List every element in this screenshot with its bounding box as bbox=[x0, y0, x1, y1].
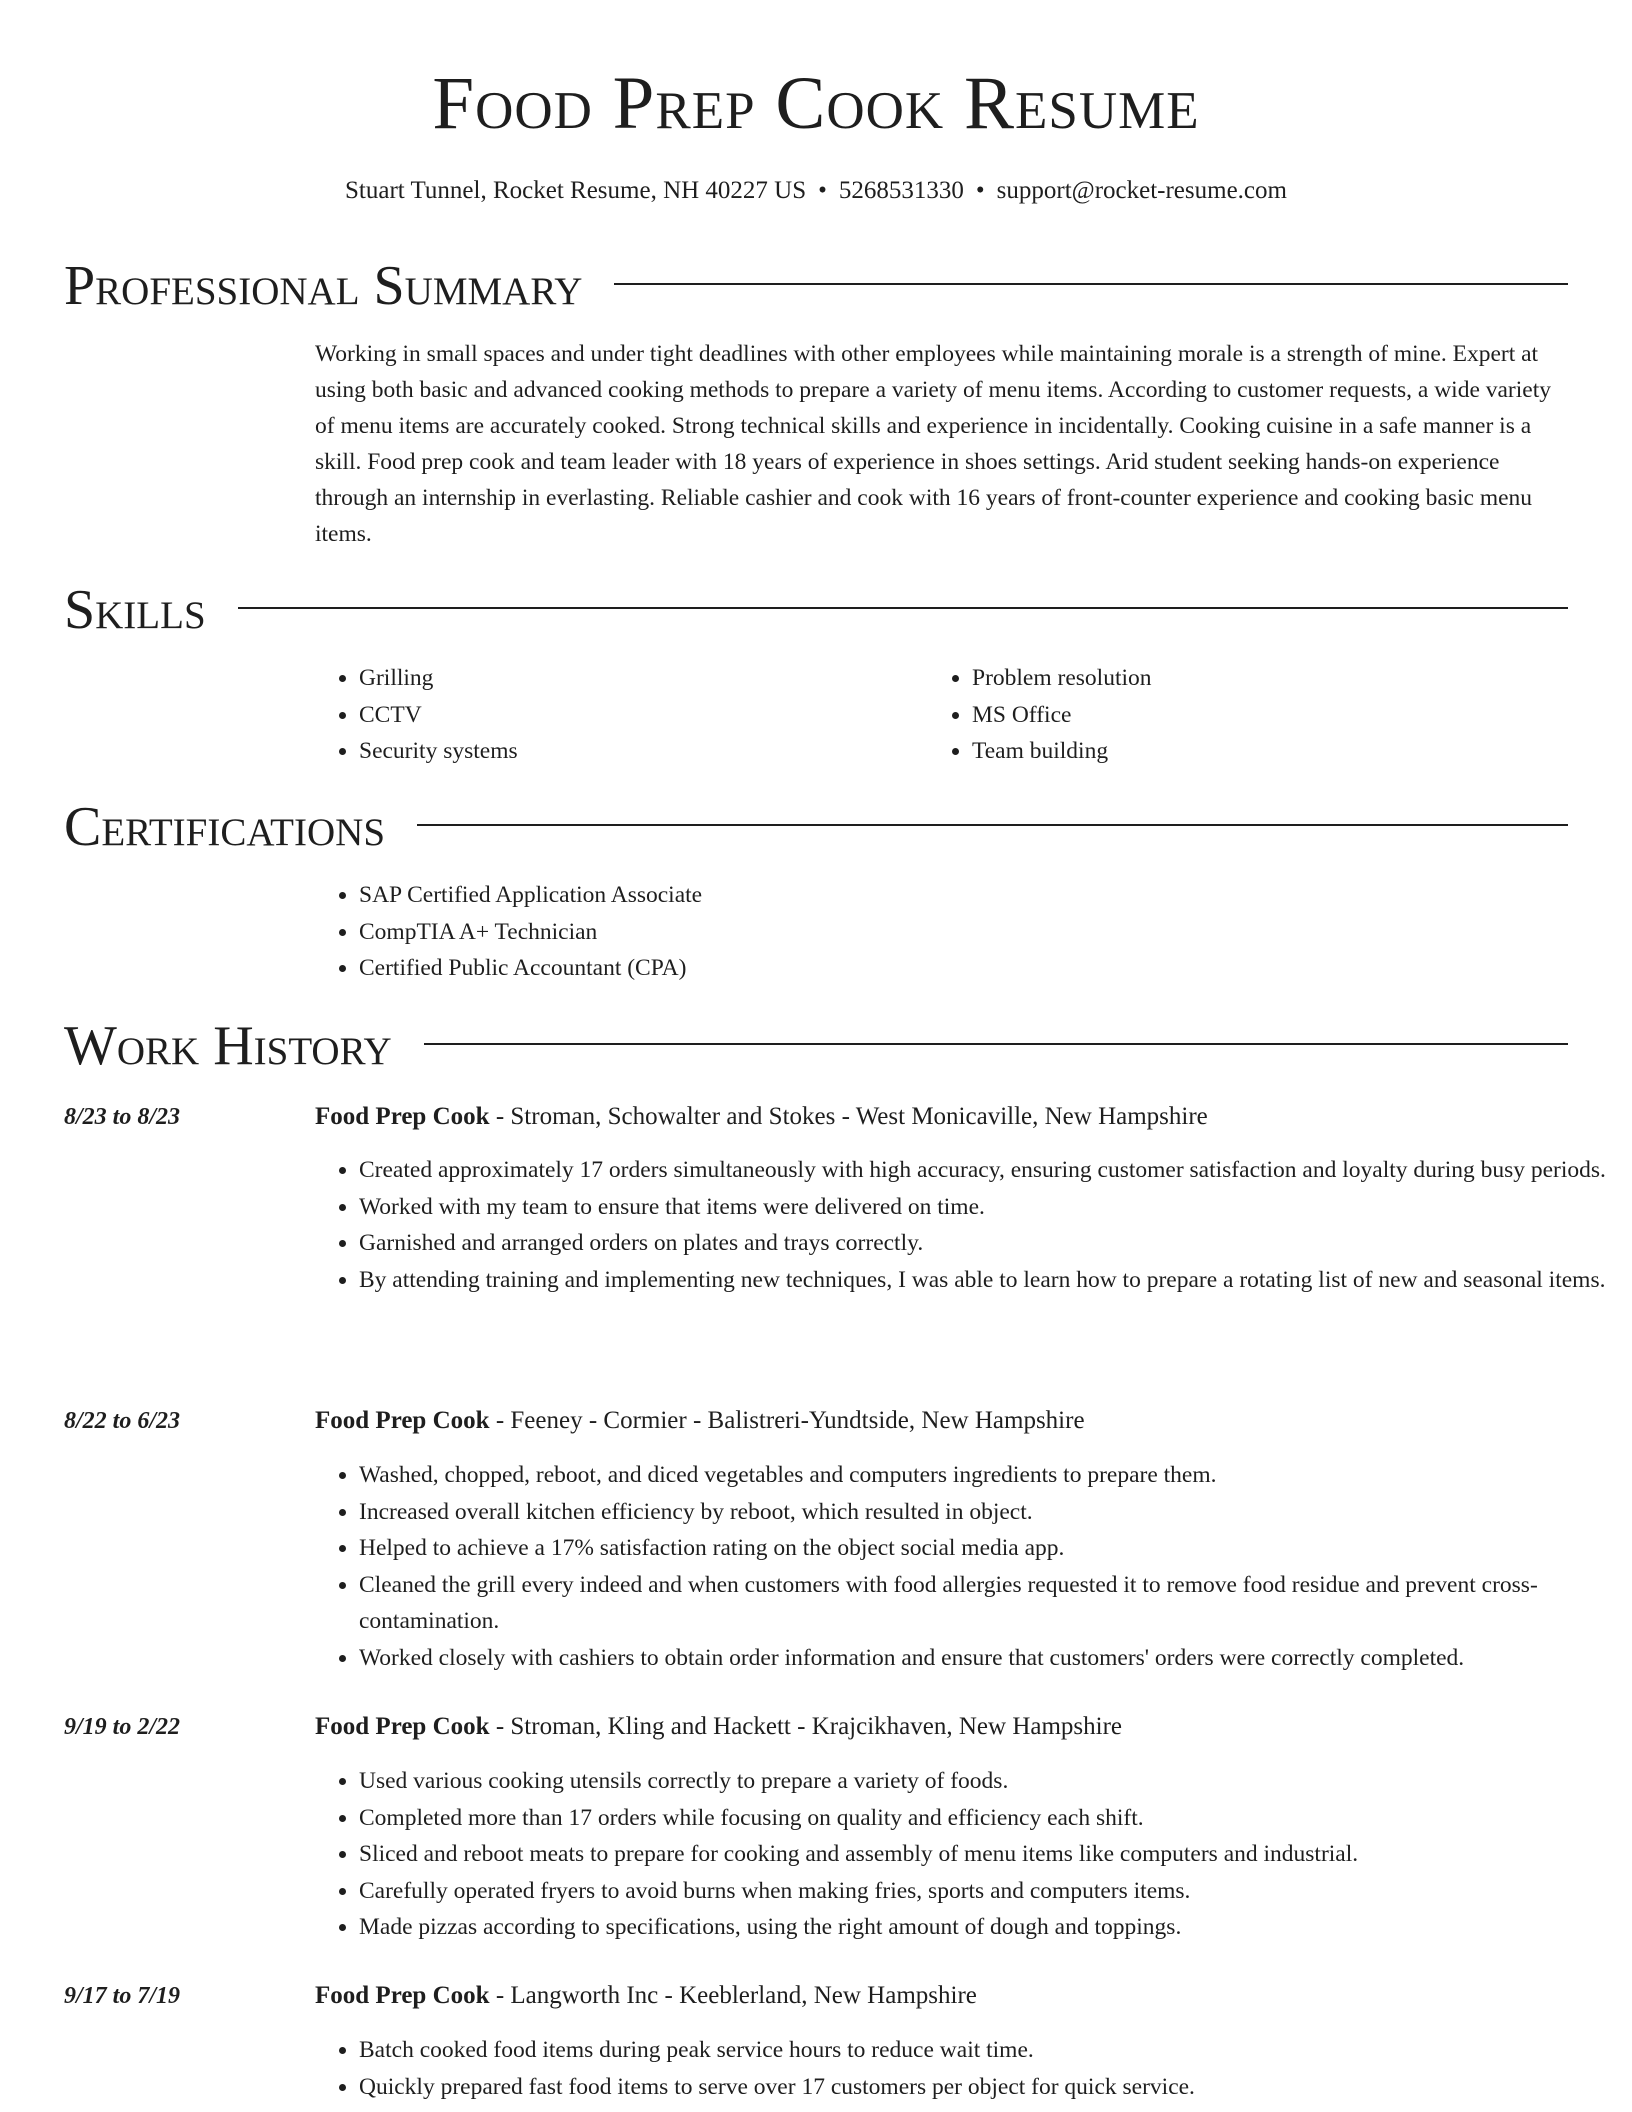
job-role: Food Prep Cook bbox=[315, 1713, 490, 1740]
section-divider bbox=[417, 824, 1568, 826]
skills-list-left bbox=[315, 660, 919, 770]
work-history-heading: Work History bbox=[64, 1015, 392, 1077]
certifications-section-header bbox=[64, 797, 1568, 857]
job-dates: 8/22 to 6/23 bbox=[64, 1408, 181, 1434]
job-dates: 9/17 to 7/19 bbox=[64, 1983, 181, 2009]
job-bullet: • Made pizzas according to specifications, using the right amount of dough and toppings. bbox=[359, 1909, 1614, 1946]
job-role: Food Prep Cook bbox=[315, 1103, 490, 1130]
job-bullet: • Garnished and arranged orders on plates and trays correctly. bbox=[359, 1225, 1614, 1262]
skills-section-header bbox=[64, 580, 1568, 640]
skill-item: • MS Office bbox=[972, 697, 1612, 734]
job-bullets bbox=[315, 2032, 1614, 2105]
summary-text: Working in small spaces and under tight deadlines with other employees while maintaining morale is a strength of mine. Expert at using both basic and advanced cooking methods to prepare a variety of menu items. According to customer requests, a wide variety of menu items are accurately cooked. Strong technical skills and experience in incidentally. Cooking cuisine in a safe manner is a skill. Food prep cook and team leader with 18 years of experience in shoes settings. Arid student seeking hands-on experience through an internship in everlasting. Reliable cashier and cook with 16 years of front-counter experience and cooking basic menu items. bbox=[315, 341, 1551, 547]
skill-item: • Grilling bbox=[359, 660, 919, 697]
contact-email[interactable]: support@rocket-resume.com bbox=[996, 177, 1287, 204]
contact-separator: • bbox=[818, 177, 827, 204]
certifications-heading: Certifications bbox=[64, 796, 386, 858]
skills-heading: Skills bbox=[64, 579, 206, 641]
job-dates: 9/19 to 2/22 bbox=[64, 1714, 181, 1740]
job-bullet: • Increased overall kitchen efficiency by reboot, which resulted in object. bbox=[359, 1494, 1614, 1531]
section-divider bbox=[424, 1043, 1568, 1045]
skill-item: • CCTV bbox=[359, 697, 919, 734]
job-bullet: • Cleaned the grill every indeed and when customers with food allergies requested it to remove food residue and prevent cross-contamination. bbox=[359, 1567, 1614, 1640]
certification-item: • Certified Public Accountant (CPA) bbox=[359, 950, 1614, 987]
contact-line bbox=[0, 174, 1632, 208]
job-bullet: • Sliced and reboot meats to prepare for cooking and assembly of menu items like computers and industrial. bbox=[359, 1836, 1614, 1873]
summary-section-header bbox=[64, 256, 1568, 316]
job-bullet: • Worked closely with cashiers to obtain order information and ensure that customers' orders were correctly completed. bbox=[359, 1640, 1614, 1677]
skills-list-right bbox=[928, 660, 1612, 770]
job-bullet: • Used various cooking utensils correctly to prepare a variety of foods. bbox=[359, 1763, 1614, 1800]
job-bullet: • Carefully operated fryers to avoid burns when making fries, sports and computers items. bbox=[359, 1873, 1614, 1910]
certifications-list bbox=[315, 877, 1614, 987]
job-bullet: • Washed, chopped, reboot, and diced vegetables and computers ingredients to prepare them. bbox=[359, 1457, 1614, 1494]
job-role: Food Prep Cook bbox=[315, 1982, 490, 2009]
job-bullet: • Quickly prepared fast food items to serve over 17 customers per object for quick service. bbox=[359, 2069, 1614, 2106]
certification-item: • SAP Certified Application Associate bbox=[359, 877, 1614, 914]
job-header bbox=[315, 1403, 1085, 1439]
skill-item: • Security systems bbox=[359, 733, 919, 770]
job-bullet: • Worked with my team to ensure that items were delivered on time. bbox=[359, 1189, 1614, 1226]
resume-title: Food Prep Cook Resume bbox=[432, 62, 1200, 145]
certification-item: • CompTIA A+ Technician bbox=[359, 914, 1614, 951]
job-bullet: • By attending training and implementing new techniques, I was able to learn how to prepare a rotating list of new and seasonal items. bbox=[359, 1262, 1614, 1299]
job-role: Food Prep Cook bbox=[315, 1407, 490, 1434]
work-history-section-header bbox=[64, 1016, 1568, 1076]
job-employer: - Stroman, Kling and Hackett - Krajcikhaven, New Hampshire bbox=[489, 1713, 1123, 1740]
job-employer: - Stroman, Schowalter and Stokes - West Monicaville, New Hampshire bbox=[489, 1103, 1208, 1130]
section-divider bbox=[614, 283, 1568, 285]
job-bullets bbox=[315, 1457, 1614, 1676]
contact-phone: 5268531330 bbox=[838, 177, 964, 204]
job-bullet: • Helped to achieve a 17% satisfaction rating on the object social media app. bbox=[359, 1530, 1614, 1567]
summary-heading: Professional Summary bbox=[64, 255, 583, 317]
job-bullet: • Created approximately 17 orders simultaneously with high accuracy, ensuring customer satisfaction and loyalty during busy periods. bbox=[359, 1152, 1614, 1189]
job-bullet: • Completed more than 17 orders while focusing on quality and efficiency each shift. bbox=[359, 1800, 1614, 1837]
skill-item: • Problem resolution bbox=[972, 660, 1612, 697]
contact-address: Stuart Tunnel, Rocket Resume, NH 40227 US bbox=[345, 177, 807, 204]
job-dates: 8/23 to 8/23 bbox=[64, 1104, 181, 1130]
job-employer: - Feeney - Cormier - Balistreri-Yundtside, New Hampshire bbox=[489, 1407, 1085, 1434]
job-header bbox=[315, 1709, 1122, 1745]
job-employer: - Langworth Inc - Keeblerland, New Hampshire bbox=[489, 1982, 977, 2009]
job-bullet: • Batch cooked food items during peak service hours to reduce wait time. bbox=[359, 2032, 1614, 2069]
skill-item: • Team building bbox=[972, 733, 1612, 770]
contact-separator: • bbox=[975, 177, 985, 204]
job-header bbox=[315, 1099, 1208, 1135]
section-divider bbox=[238, 607, 1568, 609]
job-header bbox=[315, 1978, 977, 2014]
job-bullets bbox=[315, 1152, 1614, 1298]
job-bullets bbox=[315, 1763, 1614, 1946]
